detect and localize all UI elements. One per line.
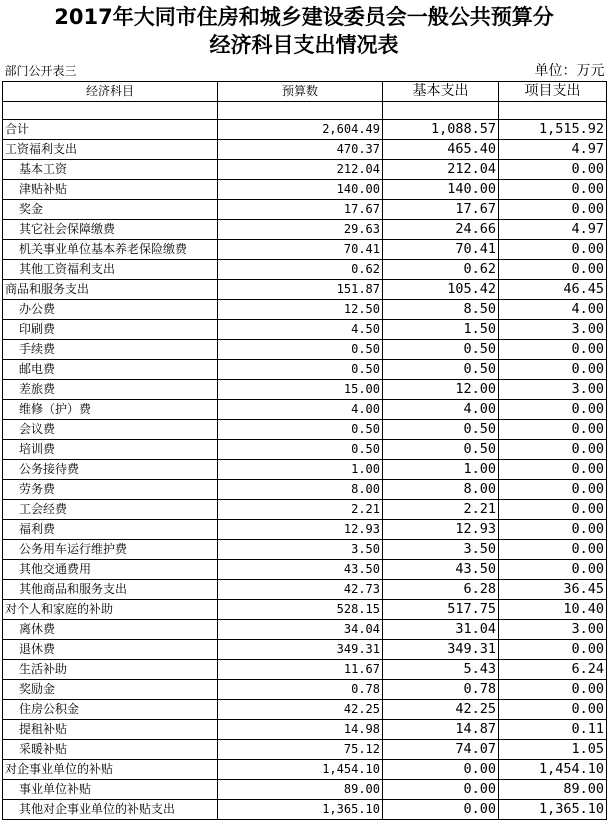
row-basic: 8.50	[383, 300, 499, 320]
row-budget: 0.50	[218, 420, 383, 440]
row-budget: 8.00	[218, 480, 383, 500]
row-budget: 15.00	[218, 380, 383, 400]
row-basic: 0.50	[383, 360, 499, 380]
row-project: 0.00	[499, 400, 607, 420]
table-row	[3, 380, 607, 400]
row-name: 手续费	[3, 340, 218, 360]
row-budget: 3.50	[218, 540, 383, 560]
table-row	[3, 540, 607, 560]
row-project: 0.00	[499, 640, 607, 660]
row-budget: 151.87	[218, 280, 383, 300]
row-budget: 0.50	[218, 340, 383, 360]
row-name: 培训费	[3, 440, 218, 460]
row-budget: 1.00	[218, 460, 383, 480]
row-budget: 0.78	[218, 680, 383, 700]
row-name: 机关事业单位基本养老保险缴费	[3, 240, 218, 260]
table-row	[3, 680, 607, 700]
row-name: 其他商品和服务支出	[3, 580, 218, 600]
row-project: 0.00	[499, 700, 607, 720]
row-budget: 75.12	[218, 740, 383, 760]
row-project: 3.00	[499, 380, 607, 400]
row-name: 奖金	[3, 200, 218, 220]
header-economic-subject: 经济科目	[3, 82, 218, 102]
row-basic: 1.50	[383, 320, 499, 340]
row-budget: 43.50	[218, 560, 383, 580]
row-project: 0.00	[499, 360, 607, 380]
table-row	[3, 740, 607, 760]
row-project: 1.05	[499, 740, 607, 760]
table-row	[3, 140, 607, 160]
table-row	[3, 340, 607, 360]
row-name: 会议费	[3, 420, 218, 440]
row-name: 奖励金	[3, 680, 218, 700]
row-name: 公务用车运行维护费	[3, 540, 218, 560]
row-name: 其它社会保障缴费	[3, 220, 218, 240]
row-project: 0.00	[499, 680, 607, 700]
row-budget: 29.63	[218, 220, 383, 240]
table-row	[3, 600, 607, 620]
table-row	[3, 480, 607, 500]
row-basic: 140.00	[383, 180, 499, 200]
row-budget: 470.37	[218, 140, 383, 160]
row-project: 89.00	[499, 780, 607, 800]
table-row	[3, 620, 607, 640]
row-project: 0.00	[499, 240, 607, 260]
row-name: 基本工资	[3, 160, 218, 180]
row-project: 0.00	[499, 160, 607, 180]
row-project: 0.11	[499, 720, 607, 740]
row-name: 工会经费	[3, 500, 218, 520]
row-name: 对个人和家庭的补助	[3, 600, 218, 620]
row-project: 4.97	[499, 140, 607, 160]
row-name: 生活补助	[3, 660, 218, 680]
row-name: 离休费	[3, 620, 218, 640]
row-budget: 0.50	[218, 440, 383, 460]
row-basic: 42.25	[383, 700, 499, 720]
row-budget: 17.67	[218, 200, 383, 220]
header-project-expenditure: 项目支出	[499, 82, 607, 102]
row-basic: 1,088.57	[383, 120, 499, 140]
row-project: 1,515.92	[499, 120, 607, 140]
row-project: 1,365.10	[499, 800, 607, 820]
row-name: 事业单位补贴	[3, 780, 218, 800]
table-row	[3, 220, 607, 240]
row-project: 3.00	[499, 620, 607, 640]
row-project: 4.97	[499, 220, 607, 240]
row-name: 采暖补贴	[3, 740, 218, 760]
table-row	[3, 580, 607, 600]
page-subtitle: 经济科目支出情况表	[209, 33, 399, 57]
table-row	[3, 500, 607, 520]
row-project: 0.00	[499, 520, 607, 540]
row-basic: 14.87	[383, 720, 499, 740]
table-row	[3, 520, 607, 540]
row-basic: 0.78	[383, 680, 499, 700]
row-basic: 12.93	[383, 520, 499, 540]
row-project: 0.00	[499, 560, 607, 580]
row-budget: 2.21	[218, 500, 383, 520]
row-budget: 14.98	[218, 720, 383, 740]
row-name: 商品和服务支出	[3, 280, 218, 300]
row-name: 其他工资福利支出	[3, 260, 218, 280]
row-budget: 140.00	[218, 180, 383, 200]
header-budget: 预算数	[218, 82, 383, 102]
row-basic: 8.00	[383, 480, 499, 500]
row-project: 0.00	[499, 540, 607, 560]
row-project: 10.40	[499, 600, 607, 620]
row-budget: 11.67	[218, 660, 383, 680]
row-basic: 2.21	[383, 500, 499, 520]
row-name: 维修（护）费	[3, 400, 218, 420]
row-budget: 89.00	[218, 780, 383, 800]
page-title: 2017年大同市住房和城乡建设委员会一般公共预算分	[54, 5, 554, 29]
table-header-row	[3, 82, 607, 102]
table-row	[3, 280, 607, 300]
row-name: 公务接待费	[3, 460, 218, 480]
row-project: 6.24	[499, 660, 607, 680]
table-row	[3, 300, 607, 320]
row-budget: 212.04	[218, 160, 383, 180]
row-basic: 6.28	[383, 580, 499, 600]
row-budget: 4.50	[218, 320, 383, 340]
row-name: 住房公积金	[3, 700, 218, 720]
row-name: 福利费	[3, 520, 218, 540]
row-name: 工资福利支出	[3, 140, 218, 160]
table-row	[3, 320, 607, 340]
budget-table	[2, 60, 607, 820]
row-basic: 1.00	[383, 460, 499, 480]
row-budget: 1,365.10	[218, 800, 383, 820]
table-row	[3, 200, 607, 220]
row-name: 办公费	[3, 300, 218, 320]
row-budget: 42.73	[218, 580, 383, 600]
row-basic: 0.50	[383, 420, 499, 440]
row-budget: 70.41	[218, 240, 383, 260]
table-row	[3, 260, 607, 280]
row-budget: 34.04	[218, 620, 383, 640]
table-row	[3, 700, 607, 720]
row-project: 0.00	[499, 440, 607, 460]
table-info-row	[3, 60, 607, 82]
row-budget: 2,604.49	[218, 120, 383, 140]
table-row	[3, 240, 607, 260]
row-name: 其他交通费用	[3, 560, 218, 580]
row-project: 0.00	[499, 260, 607, 280]
row-budget: 528.15	[218, 600, 383, 620]
row-basic: 212.04	[383, 160, 499, 180]
row-project: 4.00	[499, 300, 607, 320]
row-project: 0.00	[499, 480, 607, 500]
row-basic: 0.50	[383, 340, 499, 360]
table-row	[3, 360, 607, 380]
row-budget: 349.31	[218, 640, 383, 660]
table-row	[3, 180, 607, 200]
row-project: 1,454.10	[499, 760, 607, 780]
row-basic: 465.40	[383, 140, 499, 160]
row-basic: 31.04	[383, 620, 499, 640]
row-name: 差旅费	[3, 380, 218, 400]
row-project: 0.00	[499, 460, 607, 480]
row-basic: 17.67	[383, 200, 499, 220]
table-row	[3, 440, 607, 460]
header-basic-expenditure: 基本支出	[383, 82, 499, 102]
row-project: 0.00	[499, 420, 607, 440]
row-budget: 42.25	[218, 700, 383, 720]
table-row	[3, 780, 607, 800]
row-project: 3.00	[499, 320, 607, 340]
row-basic: 24.66	[383, 220, 499, 240]
table-row	[3, 460, 607, 480]
row-budget: 12.93	[218, 520, 383, 540]
row-project: 0.00	[499, 340, 607, 360]
row-name: 其他对企事业单位的补贴支出	[3, 800, 218, 820]
row-basic: 0.62	[383, 260, 499, 280]
table-row	[3, 660, 607, 680]
table-id-label: 部门公开表三	[4, 64, 77, 78]
row-project: 0.00	[499, 180, 607, 200]
table-row	[3, 400, 607, 420]
row-basic: 3.50	[383, 540, 499, 560]
row-name: 劳务费	[3, 480, 218, 500]
table-row	[3, 760, 607, 780]
row-budget: 0.50	[218, 360, 383, 380]
row-project: 0.00	[499, 500, 607, 520]
row-basic: 74.07	[383, 740, 499, 760]
blank-row	[3, 102, 607, 120]
row-basic: 5.43	[383, 660, 499, 680]
row-basic: 0.50	[383, 440, 499, 460]
row-name: 退休费	[3, 640, 218, 660]
row-budget: 0.62	[218, 260, 383, 280]
table-row	[3, 120, 607, 140]
row-basic: 12.00	[383, 380, 499, 400]
table-row	[3, 560, 607, 580]
row-name: 对企事业单位的补贴	[3, 760, 218, 780]
row-basic: 349.31	[383, 640, 499, 660]
table-row	[3, 800, 607, 820]
row-basic: 517.75	[383, 600, 499, 620]
row-name: 合计	[3, 120, 218, 140]
row-basic: 4.00	[383, 400, 499, 420]
row-basic: 0.00	[383, 800, 499, 820]
row-basic: 105.42	[383, 280, 499, 300]
row-budget: 1,454.10	[218, 760, 383, 780]
row-name: 津贴补贴	[3, 180, 218, 200]
row-basic: 0.00	[383, 780, 499, 800]
row-project: 0.00	[499, 200, 607, 220]
row-budget: 12.50	[218, 300, 383, 320]
table-row	[3, 420, 607, 440]
table-row	[3, 640, 607, 660]
row-basic: 0.00	[383, 760, 499, 780]
row-name: 提租补贴	[3, 720, 218, 740]
row-basic: 43.50	[383, 560, 499, 580]
table-row	[3, 720, 607, 740]
unit-label: 单位：万元	[534, 63, 605, 79]
row-basic: 70.41	[383, 240, 499, 260]
row-budget: 4.00	[218, 400, 383, 420]
row-name: 邮电费	[3, 360, 218, 380]
row-project: 36.45	[499, 580, 607, 600]
table-row	[3, 160, 607, 180]
row-project: 46.45	[499, 280, 607, 300]
row-name: 印刷费	[3, 320, 218, 340]
